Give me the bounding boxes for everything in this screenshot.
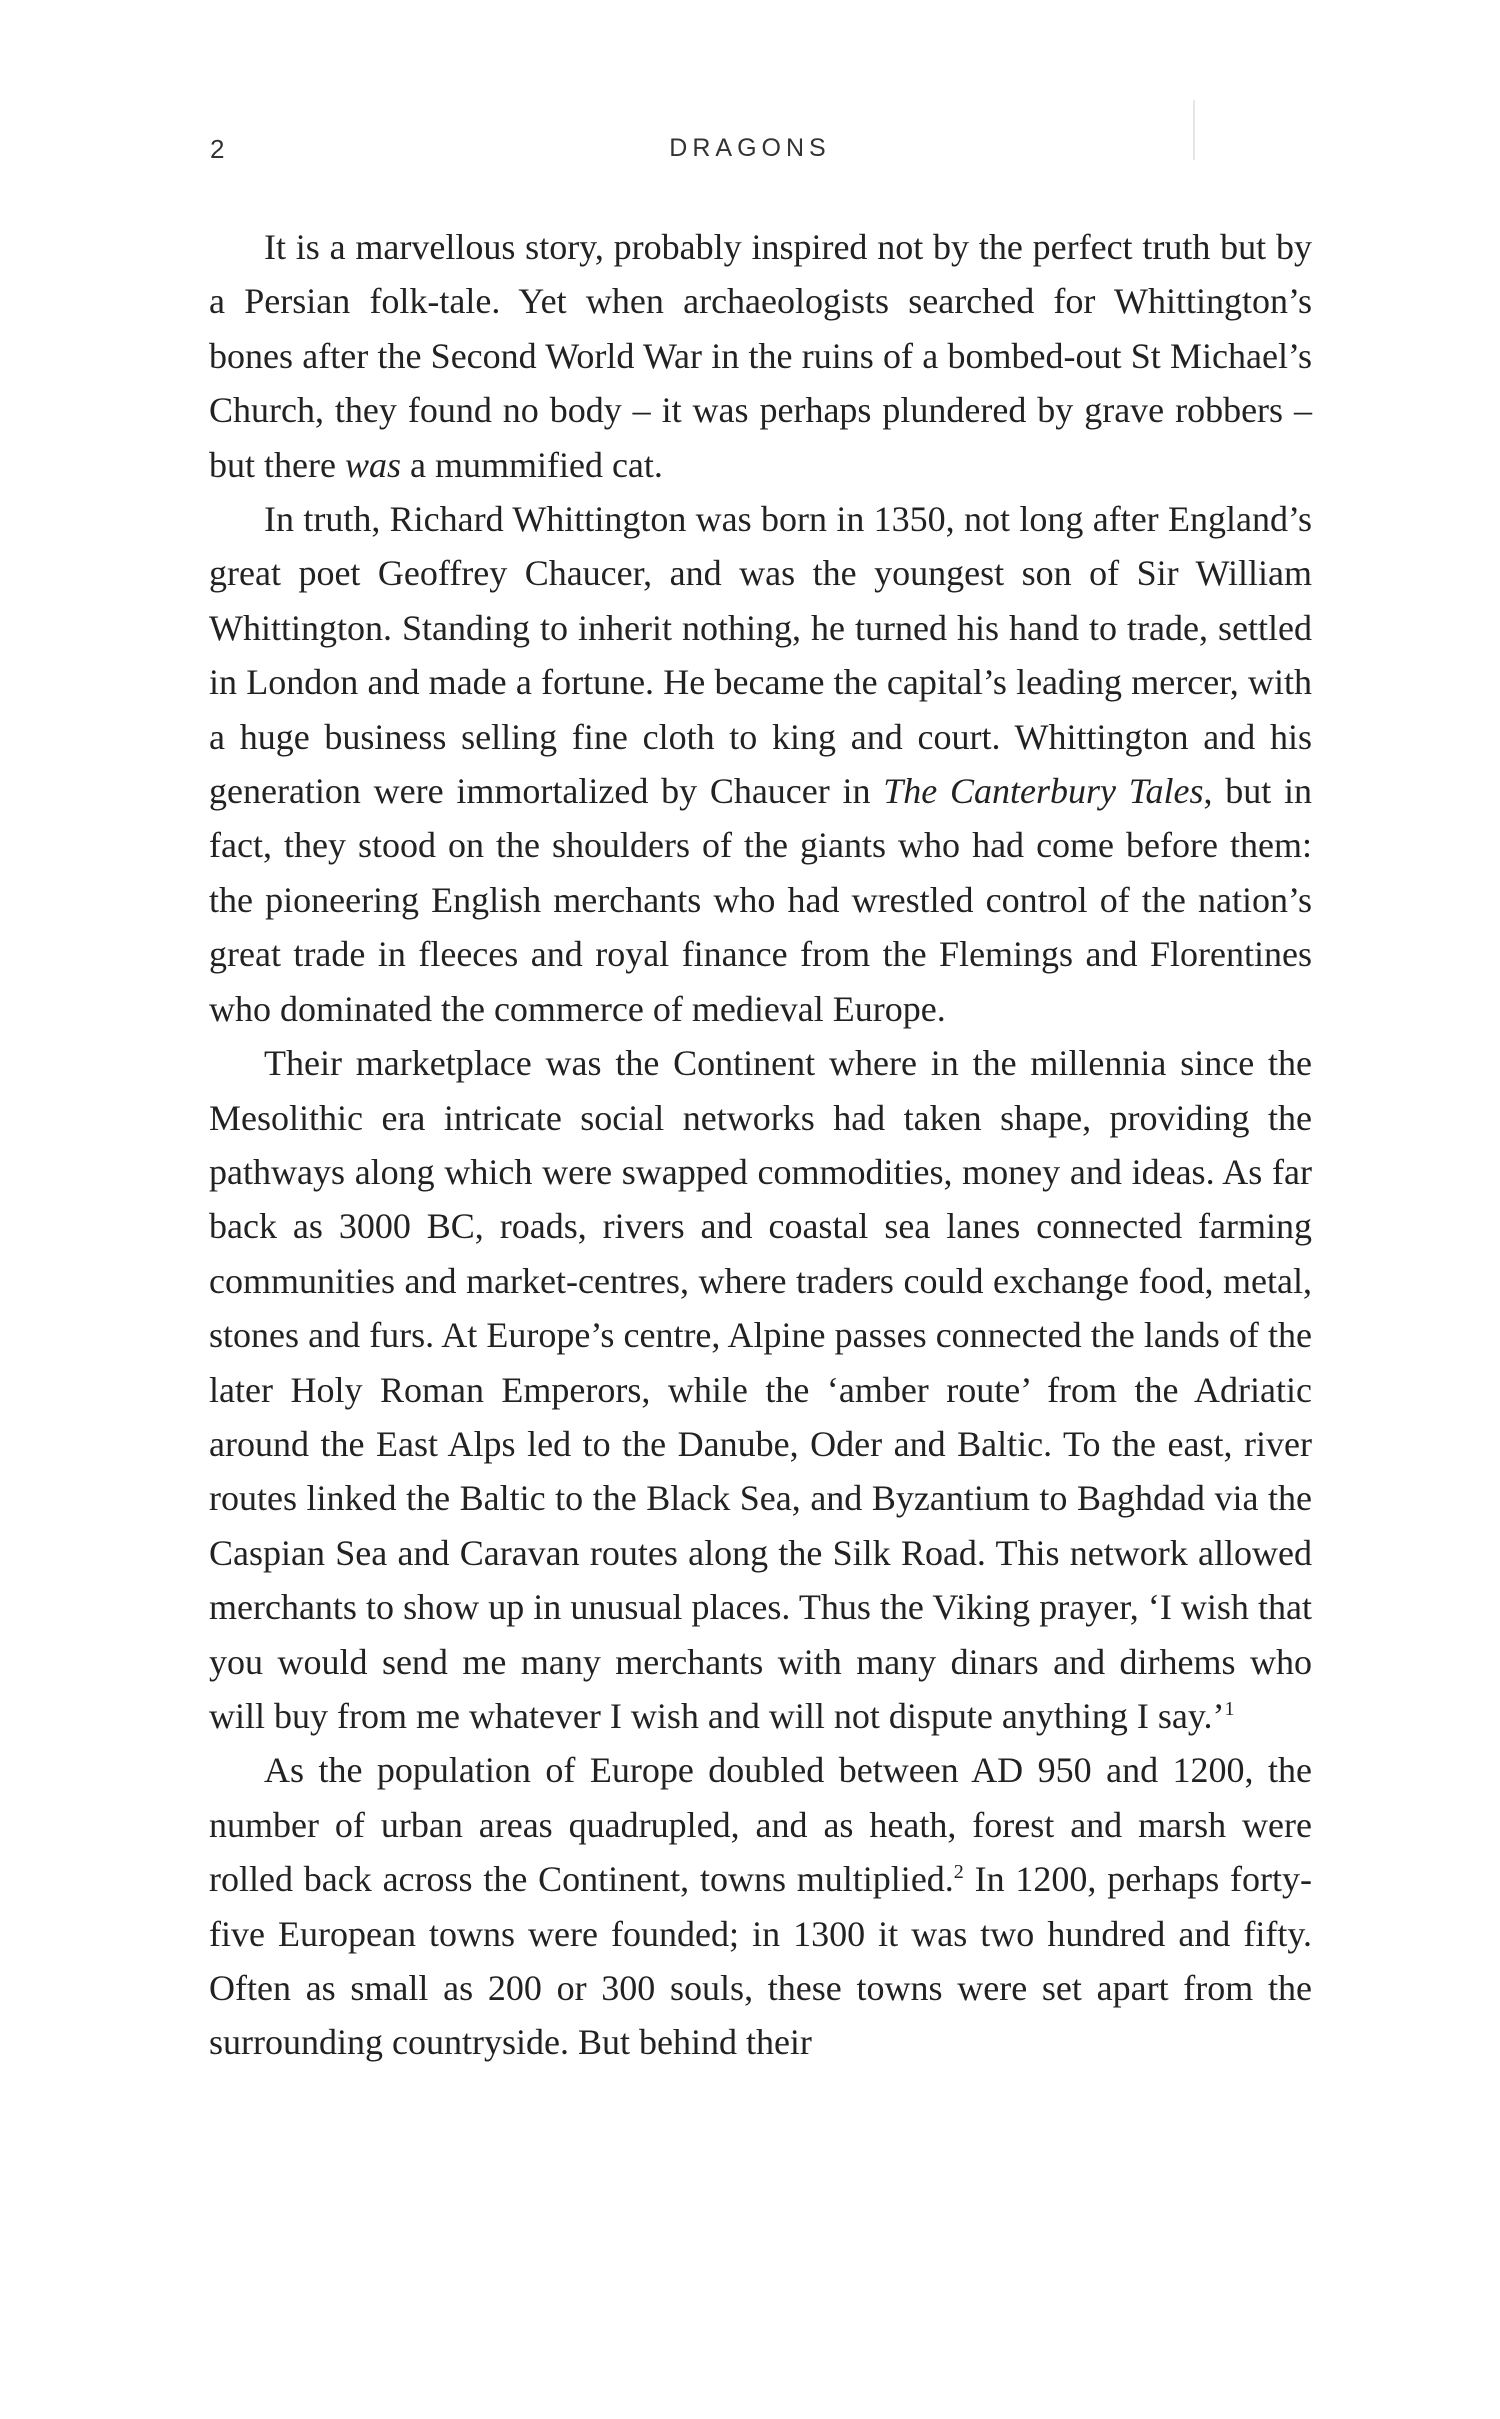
paragraph-text: a mummified cat. [400, 444, 663, 485]
paragraph-text: In 1200, perhaps forty-five European towns were founded; in 1300 it was two hundred and fifty. Often as small as 200 or 300 souls, these towns were set apart from the surrounding countryside. But behind their [209, 1859, 1312, 2063]
paragraph-text: In truth, Richard Whittington was born in 1350, not long after England’s great poet Geoffrey Chaucer, and was the youngest son of Sir William Whittington. Standing to inherit nothing, he turned his hand to trade, settled in London and made a fortune. He became the capital’s leading mercer, with a huge business selling fine cloth to king and court. Whittington and his generation were immortalized by Chaucer in [209, 499, 1312, 812]
paragraph-4 [209, 1743, 1312, 2069]
footnote-marker-1[interactable]: 1 [1224, 1697, 1235, 1720]
page-number: 2 [210, 134, 226, 164]
running-head-title: DRAGONS [669, 134, 831, 162]
paragraph-text: It is a marvellous story, probably inspired not by the perfect truth but by a Persian folk-tale. Yet when archaeologists searched for Whittington’s bones after the Second World War in the ruins of a bombed-out St Michael’s Church, they found no body – it was perhaps plundered by grave robbers – but there [209, 227, 1312, 485]
paragraph-text: Their marketplace was the Continent where in the millennia since the Mesolithic era intricate social networks had taken shape, providing the pathways along which were swapped commodities, money and ideas. As far back as 3000 BC, roads, rivers and coastal sea lanes connected farming communities and market-centres, where traders could exchange food, metal, stones and furs. At Europe’s centre, Alpine passes connected the lands of the later Holy Roman Emperors, while the ‘amber route’ from the Adriatic around the East Alps led to the Danube, Oder and Baltic. To the east, river routes linked the Baltic to the Black Sea, and Byzantium to Baghdad via the Caspian Sea and Caravan routes along the Silk Road. This network allowed merchants to show up in unusual places. Thus the Viking prayer, ‘I wish that you would send me many merchants with many dinars and dirhems who will buy from me whatever I wish and will not dispute anything I say.’ [209, 1043, 1312, 1736]
footnote-marker-2[interactable]: 2 [953, 1861, 964, 1884]
paragraph-text: , but in fact, they stood on the shoulders of the giants who had come before them: the pioneering English merchants who had wrestled control of the nation’s great trade in fleeces and royal finance from the Flemings and Florentines who dominated the commerce of medieval Europe. [209, 771, 1312, 1029]
paragraph-3 [209, 1036, 1312, 1743]
paragraph-1 [209, 220, 1312, 492]
book-title-canterbury-tales: The Canterbury Tales [883, 771, 1204, 812]
paragraph-text: As the population of Europe doubled between AD 950 and 1200, the number of urban areas quadrupled, and as heath, forest and marsh were rolled back across the Continent, towns multiplied. [209, 1750, 1312, 1900]
emphasis-was: was [344, 444, 401, 485]
body-text [209, 220, 1312, 2070]
paragraph-2 [209, 492, 1312, 1036]
